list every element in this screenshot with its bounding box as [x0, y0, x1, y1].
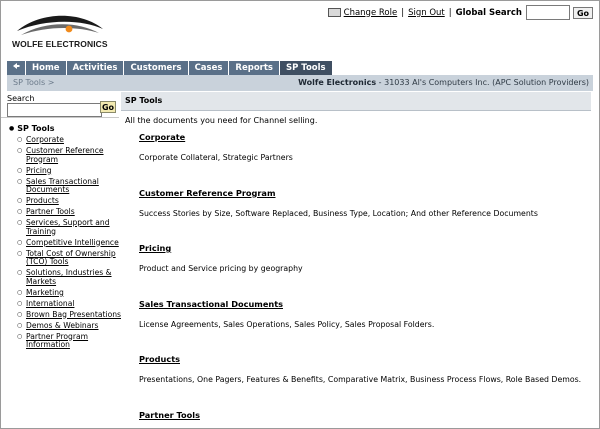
- sidebar-item-solutions-industries-markets[interactable]: [17, 269, 121, 286]
- breadcrumb[interactable]: SP Tools >: [13, 78, 55, 87]
- sidebar-item-demos-webinars[interactable]: [17, 322, 121, 331]
- section-products: [139, 354, 589, 410]
- sidebar-item-label[interactable]: Sales Transactional Documents: [26, 176, 99, 194]
- sidebar-item-international[interactable]: [17, 300, 121, 309]
- bullet-icon: ○: [17, 249, 23, 257]
- sidebar-item-label[interactable]: Services, Support and Training: [26, 218, 110, 236]
- divider: [121, 110, 591, 111]
- change-role-link[interactable]: Change Role: [343, 7, 398, 18]
- main-tabs: [7, 61, 333, 75]
- sidebar-item-marketing[interactable]: [17, 289, 121, 298]
- sidebar-item-label[interactable]: Partner Tools: [26, 207, 75, 216]
- section-description: Product and Service pricing by geography: [139, 264, 303, 273]
- section-pricing: [139, 243, 589, 299]
- sidebar-search-go-button[interactable]: Go: [101, 103, 115, 112]
- global-search-label: Global Search: [455, 7, 522, 18]
- sidebar-item-customer-reference-program[interactable]: [17, 147, 121, 164]
- tree-root-label: SP Tools: [17, 124, 55, 133]
- section-title-link[interactable]: Partner Tools: [139, 409, 200, 420]
- sidebar-item-products[interactable]: [17, 197, 121, 206]
- sidebar-item-label[interactable]: International: [26, 298, 75, 308]
- sidebar-search-input[interactable]: [7, 103, 102, 117]
- section-customer-reference-program: [139, 188, 589, 244]
- sidebar-item-pricing[interactable]: [17, 167, 121, 176]
- section-title-link[interactable]: Corporate: [139, 132, 186, 142]
- sidebar-item-label[interactable]: Customer Reference Program: [26, 146, 104, 164]
- tab-activities[interactable]: Activities: [67, 61, 124, 75]
- context-company: Wolfe Electronics: [298, 78, 377, 87]
- sidebar-item-partner-tools[interactable]: [17, 208, 121, 217]
- bullet-icon: ○: [17, 288, 23, 296]
- breadcrumb-bar: [7, 75, 593, 91]
- sidebar-item-competitive-intelligence[interactable]: [17, 239, 121, 248]
- section-title-link[interactable]: Pricing: [139, 243, 172, 253]
- tab-menu-toggle[interactable]: [7, 61, 25, 75]
- page-header: [121, 92, 591, 110]
- section-corporate: [139, 132, 589, 188]
- sidebar-item-label[interactable]: Marketing: [26, 287, 64, 297]
- section-title-link[interactable]: Products: [139, 354, 180, 364]
- section-sales-transactional-documents: [139, 299, 589, 355]
- bullet-icon: ○: [17, 238, 23, 246]
- page-intro: All the documents you need for Channel selling.: [125, 116, 318, 125]
- tab-reports[interactable]: Reports: [229, 61, 279, 75]
- sidebar-item-label[interactable]: Competitive Intelligence: [26, 237, 119, 247]
- sidebar-item-services-support-training[interactable]: [17, 219, 121, 236]
- sidebar-item-tco-tools[interactable]: [17, 250, 121, 267]
- sidebar-item-label[interactable]: Partner Program Information: [26, 331, 89, 349]
- section-description: Presentations, One Pagers, Features & Benefits, Comparative Matrix, Business Process Flows, Role Based Demos.: [139, 375, 582, 384]
- sidebar-item-corporate[interactable]: [17, 136, 121, 145]
- top-links: [328, 5, 593, 20]
- bullet-icon: ○: [17, 219, 23, 226]
- sidebar-tree: [9, 124, 121, 352]
- bullet-icon: ○: [17, 166, 23, 174]
- section-title-link[interactable]: Customer Reference Program: [139, 187, 276, 198]
- bullet-icon: ○: [17, 197, 23, 204]
- sidebar-search-label: Search: [7, 94, 35, 103]
- sidebar-item-label[interactable]: Total Cost of Ownership (TCO) Tools: [26, 248, 116, 266]
- sign-out-link[interactable]: Sign Out: [408, 7, 445, 18]
- bullet-icon: ○: [17, 269, 23, 276]
- tree-children: [9, 136, 121, 350]
- bullet-icon: ○: [17, 136, 23, 143]
- arrow-left-icon: [12, 62, 20, 70]
- tab-sp-tools[interactable]: SP Tools: [280, 61, 332, 75]
- global-search-input[interactable]: [526, 5, 570, 20]
- divider: [1, 117, 119, 118]
- tree-root[interactable]: [9, 124, 121, 133]
- sidebar-item-sales-transactional-documents[interactable]: [17, 178, 121, 195]
- sidebar-item-brown-bag-presentations[interactable]: [17, 311, 121, 320]
- global-search-go-button[interactable]: Go: [573, 7, 593, 19]
- separator: |: [401, 7, 405, 18]
- bullet-icon: ○: [17, 299, 23, 307]
- sidebar-item-label[interactable]: Products: [26, 196, 59, 205]
- bullet-icon: ○: [17, 147, 23, 154]
- tab-customers[interactable]: Customers: [124, 61, 187, 75]
- section-description: License Agreements, Sales Operations, Sales Policy, Sales Proposal Folders.: [139, 319, 435, 329]
- section-description: Corporate Collateral, Strategic Partners: [139, 153, 293, 162]
- sidebar-item-partner-program-information[interactable]: [17, 333, 121, 350]
- bullet-icon: ○: [17, 332, 23, 340]
- account-context: [298, 78, 589, 87]
- bullet-icon: ○: [17, 177, 23, 185]
- bullet-icon: ○: [17, 208, 23, 215]
- section-title-link[interactable]: Sales Transactional Documents: [139, 298, 283, 309]
- section-partner-tools: [139, 410, 589, 429]
- tab-home[interactable]: Home: [26, 61, 66, 75]
- context-detail: - 31033 Al's Computers Inc. (APC Solution Providers): [378, 78, 589, 87]
- bullet-icon: ○: [17, 321, 23, 329]
- tab-cases[interactable]: Cases: [189, 61, 229, 75]
- section-list: [139, 132, 589, 429]
- sidebar-item-label[interactable]: Pricing: [26, 165, 52, 175]
- sidebar-item-label[interactable]: Brown Bag Presentations: [26, 309, 121, 319]
- separator: |: [448, 7, 452, 18]
- sidebar-item-label[interactable]: Solutions, Industries & Markets: [26, 268, 112, 286]
- change-role-icon[interactable]: [328, 8, 341, 17]
- sidebar-item-label[interactable]: Demos & Webinars: [26, 320, 99, 330]
- sidebar-item-label[interactable]: Corporate: [26, 135, 64, 144]
- page-title: SP Tools: [125, 96, 163, 105]
- bullet-icon: ●: [9, 125, 15, 132]
- section-description: Success Stories by Size, Software Replaced, Business Type, Location; And other Reference Documents: [139, 208, 538, 218]
- brand-name: WOLFE ELECTRONICS: [12, 39, 108, 49]
- bullet-icon: ○: [17, 310, 23, 318]
